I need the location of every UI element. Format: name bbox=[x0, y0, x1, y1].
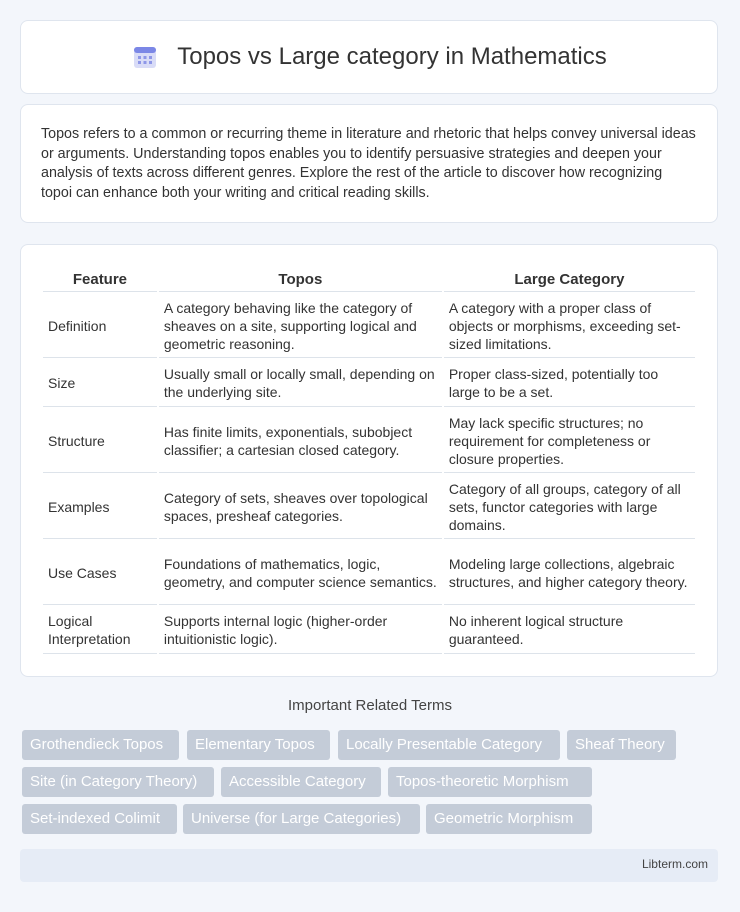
intro-card bbox=[20, 104, 718, 223]
related-terms-title: Important Related Terms bbox=[288, 697, 452, 714]
cell-topos: Usually small or locally small, depending on the underlying site. bbox=[159, 360, 442, 407]
table-row bbox=[43, 475, 695, 539]
cell-topos: A category behaving like the category of sheaves on a site, supporting logical and geometric reasoning. bbox=[159, 294, 442, 358]
title-card bbox=[20, 20, 718, 94]
cell-large: Proper class-sized, potentially too large to be a set. bbox=[444, 360, 695, 407]
cell-large: Category of all groups, category of all sets, functor categories with large domains. bbox=[444, 475, 695, 539]
tag-set-indexed-colimit[interactable]: Set-indexed Colimit bbox=[22, 804, 177, 834]
cell-large: May lack specific structures; no requirement for completeness or closure properties. bbox=[444, 409, 695, 473]
tag-grothendieck-topos[interactable]: Grothendieck Topos bbox=[22, 730, 179, 760]
tag-locally-presentable-category[interactable]: Locally Presentable Category bbox=[338, 730, 560, 760]
cell-topos: Has finite limits, exponentials, subobject classifier; a cartesian closed category. bbox=[159, 409, 442, 473]
table-row bbox=[43, 541, 695, 605]
cell-feature: Use Cases bbox=[43, 541, 157, 605]
calendar-icon bbox=[131, 43, 159, 71]
cell-topos: Supports internal logic (higher-order intuitionistic logic). bbox=[159, 607, 442, 654]
tag-universe[interactable]: Universe (for Large Categories) bbox=[183, 804, 420, 834]
header-large-category: Large Category bbox=[444, 267, 695, 292]
cell-feature: Definition bbox=[43, 294, 157, 358]
cell-topos: Category of sets, sheaves over topological spaces, presheaf categories. bbox=[159, 475, 442, 539]
tag-elementary-topos[interactable]: Elementary Topos bbox=[187, 730, 330, 760]
cell-large: A category with a proper class of objects or morphisms, exceeding set-sized limitations. bbox=[444, 294, 695, 358]
cell-feature: Logical Interpretation bbox=[43, 607, 157, 654]
page-title: Topos vs Large category in Mathematics bbox=[177, 43, 607, 70]
cell-topos: Foundations of mathematics, logic, geometry, and computer science semantics. bbox=[159, 541, 442, 605]
cell-large: Modeling large collections, algebraic structures, and higher category theory. bbox=[444, 541, 695, 605]
tag-accessible-category[interactable]: Accessible Category bbox=[221, 767, 381, 797]
footer-site-link[interactable]: Libterm.com bbox=[641, 857, 708, 871]
tag-topos-theoretic-morphism[interactable]: Topos-theoretic Morphism bbox=[388, 767, 592, 797]
table-row bbox=[43, 294, 695, 358]
tag-site[interactable]: Site (in Category Theory) bbox=[22, 767, 214, 797]
header-feature: Feature bbox=[43, 267, 157, 292]
cell-feature: Size bbox=[43, 360, 157, 407]
tag-sheaf-theory[interactable]: Sheaf Theory bbox=[567, 730, 676, 760]
footer bbox=[20, 849, 718, 882]
comparison-card bbox=[20, 244, 718, 677]
comparison-table bbox=[41, 265, 697, 656]
table-header-row bbox=[43, 267, 695, 292]
table-row bbox=[43, 607, 695, 654]
cell-large: No inherent logical structure guaranteed. bbox=[444, 607, 695, 654]
tag-geometric-morphism[interactable]: Geometric Morphism bbox=[426, 804, 592, 834]
cell-feature: Examples bbox=[43, 475, 157, 539]
table-row bbox=[43, 409, 695, 473]
table-row bbox=[43, 360, 695, 407]
cell-feature: Structure bbox=[43, 409, 157, 473]
header-topos: Topos bbox=[159, 267, 442, 292]
intro-text: Topos refers to a common or recurring theme in literature and rhetoric that helps convey universal ideas or arguments. Understanding topos enables you to identify persuasive strategies and deepen your analysis of texts across different genres. Explore the rest of the article to discover how recognizing topoi can enhance both your writing and critical reading skills. bbox=[41, 126, 696, 201]
